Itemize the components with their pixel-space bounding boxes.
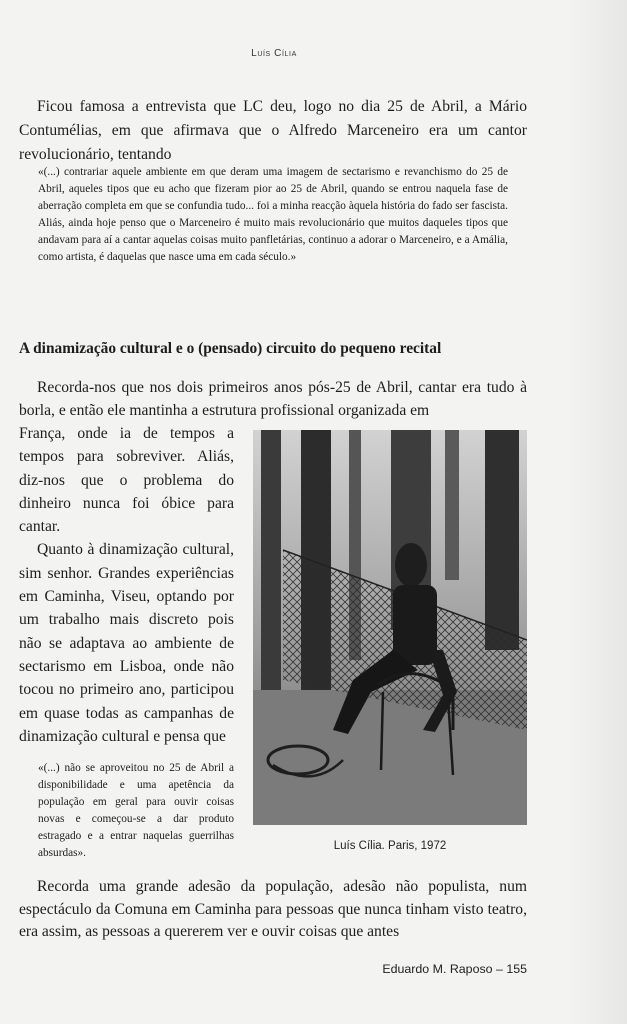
page-edge-shadow [567, 0, 627, 1024]
paragraph-2-top: Recorda-nos que nos dois primeiros anos pós-25 de Abril, cantar era tudo à borla, e então ele mantinha a estrutura profissional organizada em [19, 379, 527, 420]
paragraph-1: Ficou famosa a entrevista que LC deu, logo no dia 25 de Abril, a Mário Contumélias, em que afirmava que o Alfredo Marceneiro era um cantor revolucionário, tentando [19, 98, 527, 163]
paragraph-3: Quanto à dinamização cultural, sim senhor. Grandes experiências em Caminha, Viseu, optando por um trabalho mais discreto pois não se adaptava ao ambiente de sectarismo em Lisboa, onde não tocou no primeiro ano, participou em quase todas as campanhas de dinamização cultural e pensa que [19, 541, 234, 745]
quote-1: «(...) contrariar aquele ambiente em que deram uma imagem de sectarismo e revanchismo do 25 de Abril, aqueles tipos que eu acho que fizeram pior ao 25 de Abril, quando se entrou naquela fase de aberração completa em que se confundia tudo... foi a minha reacção àquela história do fado ser fascista. Aliás, ainda hoje penso que o Marceneiro é muito mais revolucionário que muitos daqueles tipos que andavam para aí a cantar aquelas coisas muito panfletárias, continuo a adorar o Marceneiro, e a Amália, como artista, é daquelas que nasce uma em cada século.» [38, 166, 508, 263]
page-footer: Eduardo M. Raposo – 155 [382, 962, 527, 976]
quote-2: «(...) não se aproveitou no 25 de Abril a disponibilidade e uma apetência da população em geral para ouvir coisas novas e começou-se a dar produto estragado e a entrar naquelas guerrilhas absurdas». [38, 762, 234, 859]
paragraph-4: Recorda uma grande adesão da população, adesão não populista, num espectáculo da Comuna em Caminha para pessoas que nunca tinham visto teatro, era assim, as pessoas a quererem ver e ouvir coisas que antes [19, 878, 527, 941]
photo-illustration [253, 430, 527, 825]
running-head [0, 48, 548, 59]
photo-caption: Luís Cília. Paris, 1972 [333, 840, 447, 852]
paragraph-2-rest: França, onde ia de tempos a tempos para sobreviver. Aliás, diz-nos que o problema do dinheiro nunca foi óbice para cantar. [19, 425, 234, 536]
section-heading: A dinamização cultural e o (pensado) circuito do pequeno recital [19, 340, 442, 357]
running-head-text: Luís Cília [251, 48, 297, 59]
photograph [253, 430, 527, 825]
left-column [19, 422, 234, 748]
